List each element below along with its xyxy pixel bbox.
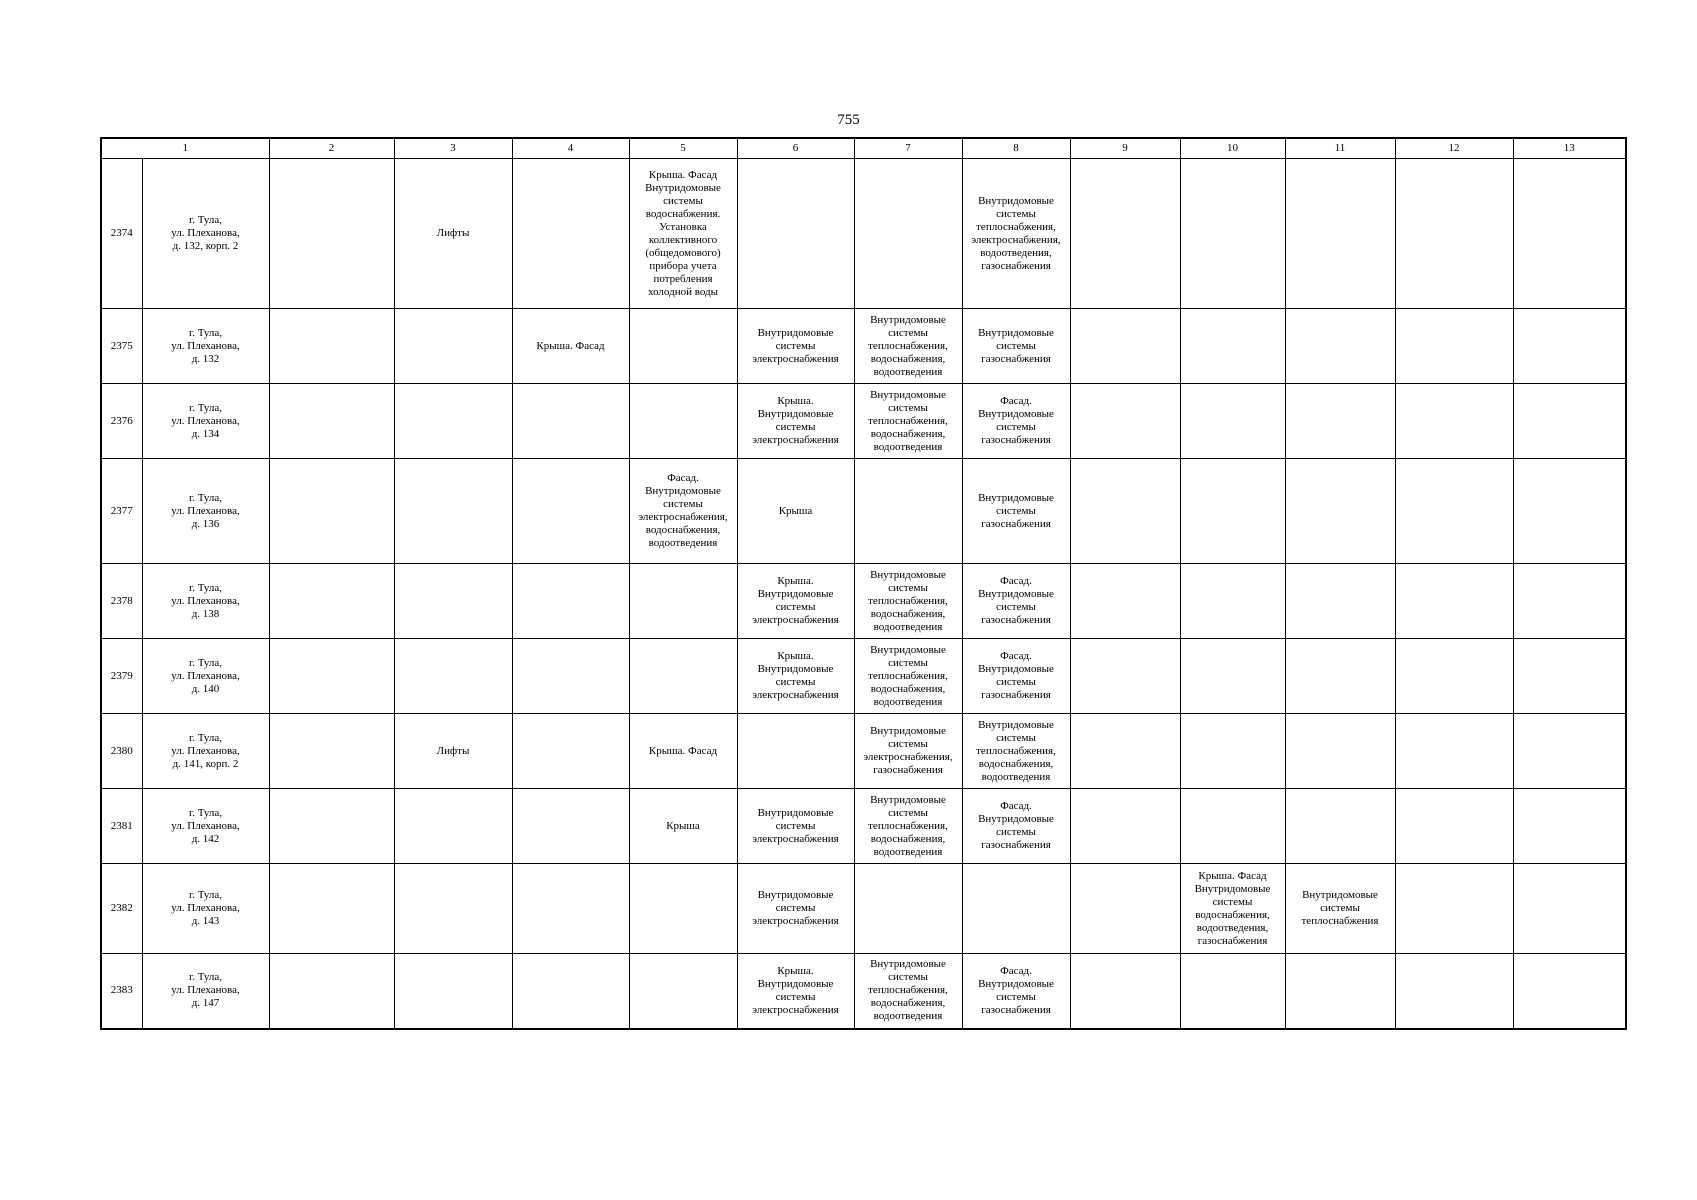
work-cell-3 <box>394 384 512 459</box>
work-cell-13 <box>1513 954 1626 1029</box>
work-cell-3 <box>394 639 512 714</box>
work-cell-3: Лифты <box>394 159 512 309</box>
work-cell-2 <box>269 459 394 564</box>
work-cell-8: Фасад. Внутридомовые системы газоснабжения <box>962 954 1070 1029</box>
work-cell-5 <box>629 954 737 1029</box>
work-cell-4 <box>512 159 629 309</box>
column-header-7: 7 <box>854 138 962 159</box>
work-cell-5 <box>629 564 737 639</box>
work-cell-4 <box>512 639 629 714</box>
address-cell: г. Тула, ул. Плеханова, д. 141, корп. 2 <box>142 714 269 789</box>
work-cell-5 <box>629 309 737 384</box>
work-cell-11 <box>1285 159 1395 309</box>
work-cell-3: Лифты <box>394 714 512 789</box>
work-cell-2 <box>269 789 394 864</box>
column-header-11: 11 <box>1285 138 1395 159</box>
work-cell-2 <box>269 564 394 639</box>
work-cell-10 <box>1180 639 1285 714</box>
work-cell-10 <box>1180 459 1285 564</box>
work-cell-8 <box>962 864 1070 954</box>
work-cell-4 <box>512 384 629 459</box>
work-cell-3 <box>394 309 512 384</box>
work-cell-2 <box>269 954 394 1029</box>
column-header-8: 8 <box>962 138 1070 159</box>
work-cell-4 <box>512 954 629 1029</box>
work-cell-6: Крыша. Внутридомовые системы электроснабжения <box>737 564 854 639</box>
work-cell-9 <box>1070 159 1180 309</box>
work-cell-7 <box>854 159 962 309</box>
work-cell-4 <box>512 789 629 864</box>
work-cell-11 <box>1285 639 1395 714</box>
work-cell-2 <box>269 714 394 789</box>
work-cell-11 <box>1285 789 1395 864</box>
work-cell-13 <box>1513 714 1626 789</box>
column-header-2: 2 <box>269 138 394 159</box>
row-number: 2378 <box>101 564 142 639</box>
work-cell-10 <box>1180 384 1285 459</box>
column-header-4: 4 <box>512 138 629 159</box>
row-number: 2380 <box>101 714 142 789</box>
work-cell-9 <box>1070 954 1180 1029</box>
work-cell-7: Внутридомовые системы теплоснабжения, водоснабжения, водоотведения <box>854 384 962 459</box>
work-cell-5: Крыша <box>629 789 737 864</box>
address-cell: г. Тула, ул. Плеханова, д. 136 <box>142 459 269 564</box>
work-cell-12 <box>1395 459 1513 564</box>
work-cell-9 <box>1070 459 1180 564</box>
work-cell-8: Фасад. Внутридомовые системы газоснабжения <box>962 564 1070 639</box>
work-cell-12 <box>1395 159 1513 309</box>
work-cell-3 <box>394 459 512 564</box>
address-cell: г. Тула, ул. Плеханова, д. 134 <box>142 384 269 459</box>
work-cell-6: Внутридомовые системы электроснабжения <box>737 309 854 384</box>
work-cell-2 <box>269 639 394 714</box>
work-cell-7 <box>854 459 962 564</box>
work-cell-10 <box>1180 954 1285 1029</box>
address-cell: г. Тула, ул. Плеханова, д. 132 <box>142 309 269 384</box>
work-cell-4 <box>512 714 629 789</box>
row-number: 2379 <box>101 639 142 714</box>
address-cell: г. Тула, ул. Плеханова, д. 140 <box>142 639 269 714</box>
work-cell-6: Внутридомовые системы электроснабжения <box>737 789 854 864</box>
work-cell-9 <box>1070 789 1180 864</box>
work-cell-6: Внутридомовые системы электроснабжения <box>737 864 854 954</box>
work-cell-5 <box>629 864 737 954</box>
work-cell-2 <box>269 384 394 459</box>
work-cell-9 <box>1070 564 1180 639</box>
work-cell-5 <box>629 639 737 714</box>
row-number: 2381 <box>101 789 142 864</box>
work-cell-13 <box>1513 864 1626 954</box>
table-row <box>101 459 1626 564</box>
table-row <box>101 714 1626 789</box>
work-cell-7: Внутридомовые системы теплоснабжения, водоснабжения, водоотведения <box>854 954 962 1029</box>
work-cell-3 <box>394 864 512 954</box>
table-row <box>101 309 1626 384</box>
address-cell: г. Тула, ул. Плеханова, д. 143 <box>142 864 269 954</box>
work-cell-5: Крыша. Фасад Внутридомовые системы водоснабжения. Установка коллективного (общедомового) прибора учета потребления холодной воды <box>629 159 737 309</box>
work-cell-11 <box>1285 309 1395 384</box>
work-cell-6: Крыша. Внутридомовые системы электроснабжения <box>737 954 854 1029</box>
work-cell-12 <box>1395 384 1513 459</box>
work-cell-5: Фасад. Внутридомовые системы электроснабжения, водоснабжения, водоотведения <box>629 459 737 564</box>
work-cell-13 <box>1513 639 1626 714</box>
work-cell-10 <box>1180 159 1285 309</box>
work-cell-6 <box>737 714 854 789</box>
work-cell-6: Крыша. Внутридомовые системы электроснабжения <box>737 384 854 459</box>
work-cell-6: Крыша <box>737 459 854 564</box>
work-cell-13 <box>1513 309 1626 384</box>
work-cell-8: Внутридомовые системы газоснабжения <box>962 459 1070 564</box>
work-cell-8: Фасад. Внутридомовые системы газоснабжения <box>962 384 1070 459</box>
column-header-6: 6 <box>737 138 854 159</box>
work-cell-8: Внутридомовые системы газоснабжения <box>962 309 1070 384</box>
work-cell-7: Внутридомовые системы теплоснабжения, водоснабжения, водоотведения <box>854 789 962 864</box>
work-cell-2 <box>269 159 394 309</box>
header-row <box>101 138 1626 159</box>
work-cell-12 <box>1395 864 1513 954</box>
work-cell-13 <box>1513 564 1626 639</box>
work-cell-7: Внутридомовые системы теплоснабжения, водоснабжения, водоотведения <box>854 564 962 639</box>
capital-repair-table <box>100 137 1627 1030</box>
work-cell-11 <box>1285 564 1395 639</box>
column-header-5: 5 <box>629 138 737 159</box>
column-header-13: 13 <box>1513 138 1626 159</box>
row-number: 2376 <box>101 384 142 459</box>
work-cell-10: Крыша. Фасад Внутридомовые системы водоснабжения, водоотведения, газоснабжения <box>1180 864 1285 954</box>
work-cell-4 <box>512 459 629 564</box>
work-cell-9 <box>1070 639 1180 714</box>
column-header-1: 1 <box>101 138 269 159</box>
address-cell: г. Тула, ул. Плеханова, д. 132, корп. 2 <box>142 159 269 309</box>
row-number: 2375 <box>101 309 142 384</box>
column-header-12: 12 <box>1395 138 1513 159</box>
work-cell-12 <box>1395 309 1513 384</box>
work-cell-6 <box>737 159 854 309</box>
work-cell-10 <box>1180 309 1285 384</box>
work-cell-10 <box>1180 714 1285 789</box>
work-cell-13 <box>1513 789 1626 864</box>
work-cell-11: Внутридомовые системы теплоснабжения <box>1285 864 1395 954</box>
work-cell-9 <box>1070 864 1180 954</box>
work-cell-4: Крыша. Фасад <box>512 309 629 384</box>
work-cell-2 <box>269 864 394 954</box>
work-cell-5 <box>629 384 737 459</box>
address-cell: г. Тула, ул. Плеханова, д. 142 <box>142 789 269 864</box>
work-cell-11 <box>1285 459 1395 564</box>
work-cell-2 <box>269 309 394 384</box>
work-cell-11 <box>1285 954 1395 1029</box>
work-cell-12 <box>1395 954 1513 1029</box>
work-cell-6: Крыша. Внутридомовые системы электроснабжения <box>737 639 854 714</box>
work-cell-7: Внутридомовые системы электроснабжения, газоснабжения <box>854 714 962 789</box>
work-cell-7: Внутридомовые системы теплоснабжения, водоснабжения, водоотведения <box>854 309 962 384</box>
work-cell-13 <box>1513 459 1626 564</box>
column-header-9: 9 <box>1070 138 1180 159</box>
work-cell-12 <box>1395 789 1513 864</box>
work-cell-7 <box>854 864 962 954</box>
work-cell-13 <box>1513 384 1626 459</box>
table-row <box>101 954 1626 1029</box>
work-cell-12 <box>1395 639 1513 714</box>
work-cell-9 <box>1070 714 1180 789</box>
page-number: 755 <box>837 112 860 128</box>
work-cell-11 <box>1285 384 1395 459</box>
address-cell: г. Тула, ул. Плеханова, д. 147 <box>142 954 269 1029</box>
work-cell-12 <box>1395 714 1513 789</box>
table-row <box>101 864 1626 954</box>
work-cell-10 <box>1180 564 1285 639</box>
table-row <box>101 639 1626 714</box>
table-row <box>101 159 1626 309</box>
row-number: 2377 <box>101 459 142 564</box>
work-cell-8: Внутридомовые системы теплоснабжения, водоснабжения, водоотведения <box>962 714 1070 789</box>
column-header-3: 3 <box>394 138 512 159</box>
row-number: 2382 <box>101 864 142 954</box>
row-number: 2383 <box>101 954 142 1029</box>
row-number: 2374 <box>101 159 142 309</box>
work-cell-4 <box>512 864 629 954</box>
work-cell-5: Крыша. Фасад <box>629 714 737 789</box>
work-cell-9 <box>1070 309 1180 384</box>
work-cell-7: Внутридомовые системы теплоснабжения, водоснабжения, водоотведения <box>854 639 962 714</box>
address-cell: г. Тула, ул. Плеханова, д. 138 <box>142 564 269 639</box>
table-row <box>101 564 1626 639</box>
column-header-10: 10 <box>1180 138 1285 159</box>
work-cell-9 <box>1070 384 1180 459</box>
table-row <box>101 789 1626 864</box>
work-cell-8: Фасад. Внутридомовые системы газоснабжения <box>962 639 1070 714</box>
work-cell-13 <box>1513 159 1626 309</box>
work-cell-3 <box>394 789 512 864</box>
work-cell-3 <box>394 954 512 1029</box>
table-row <box>101 384 1626 459</box>
work-cell-4 <box>512 564 629 639</box>
work-cell-10 <box>1180 789 1285 864</box>
work-cell-12 <box>1395 564 1513 639</box>
work-cell-8: Внутридомовые системы теплоснабжения, электроснабжения, водоотведения, газоснабжения <box>962 159 1070 309</box>
work-cell-3 <box>394 564 512 639</box>
work-cell-11 <box>1285 714 1395 789</box>
work-cell-8: Фасад. Внутридомовые системы газоснабжения <box>962 789 1070 864</box>
